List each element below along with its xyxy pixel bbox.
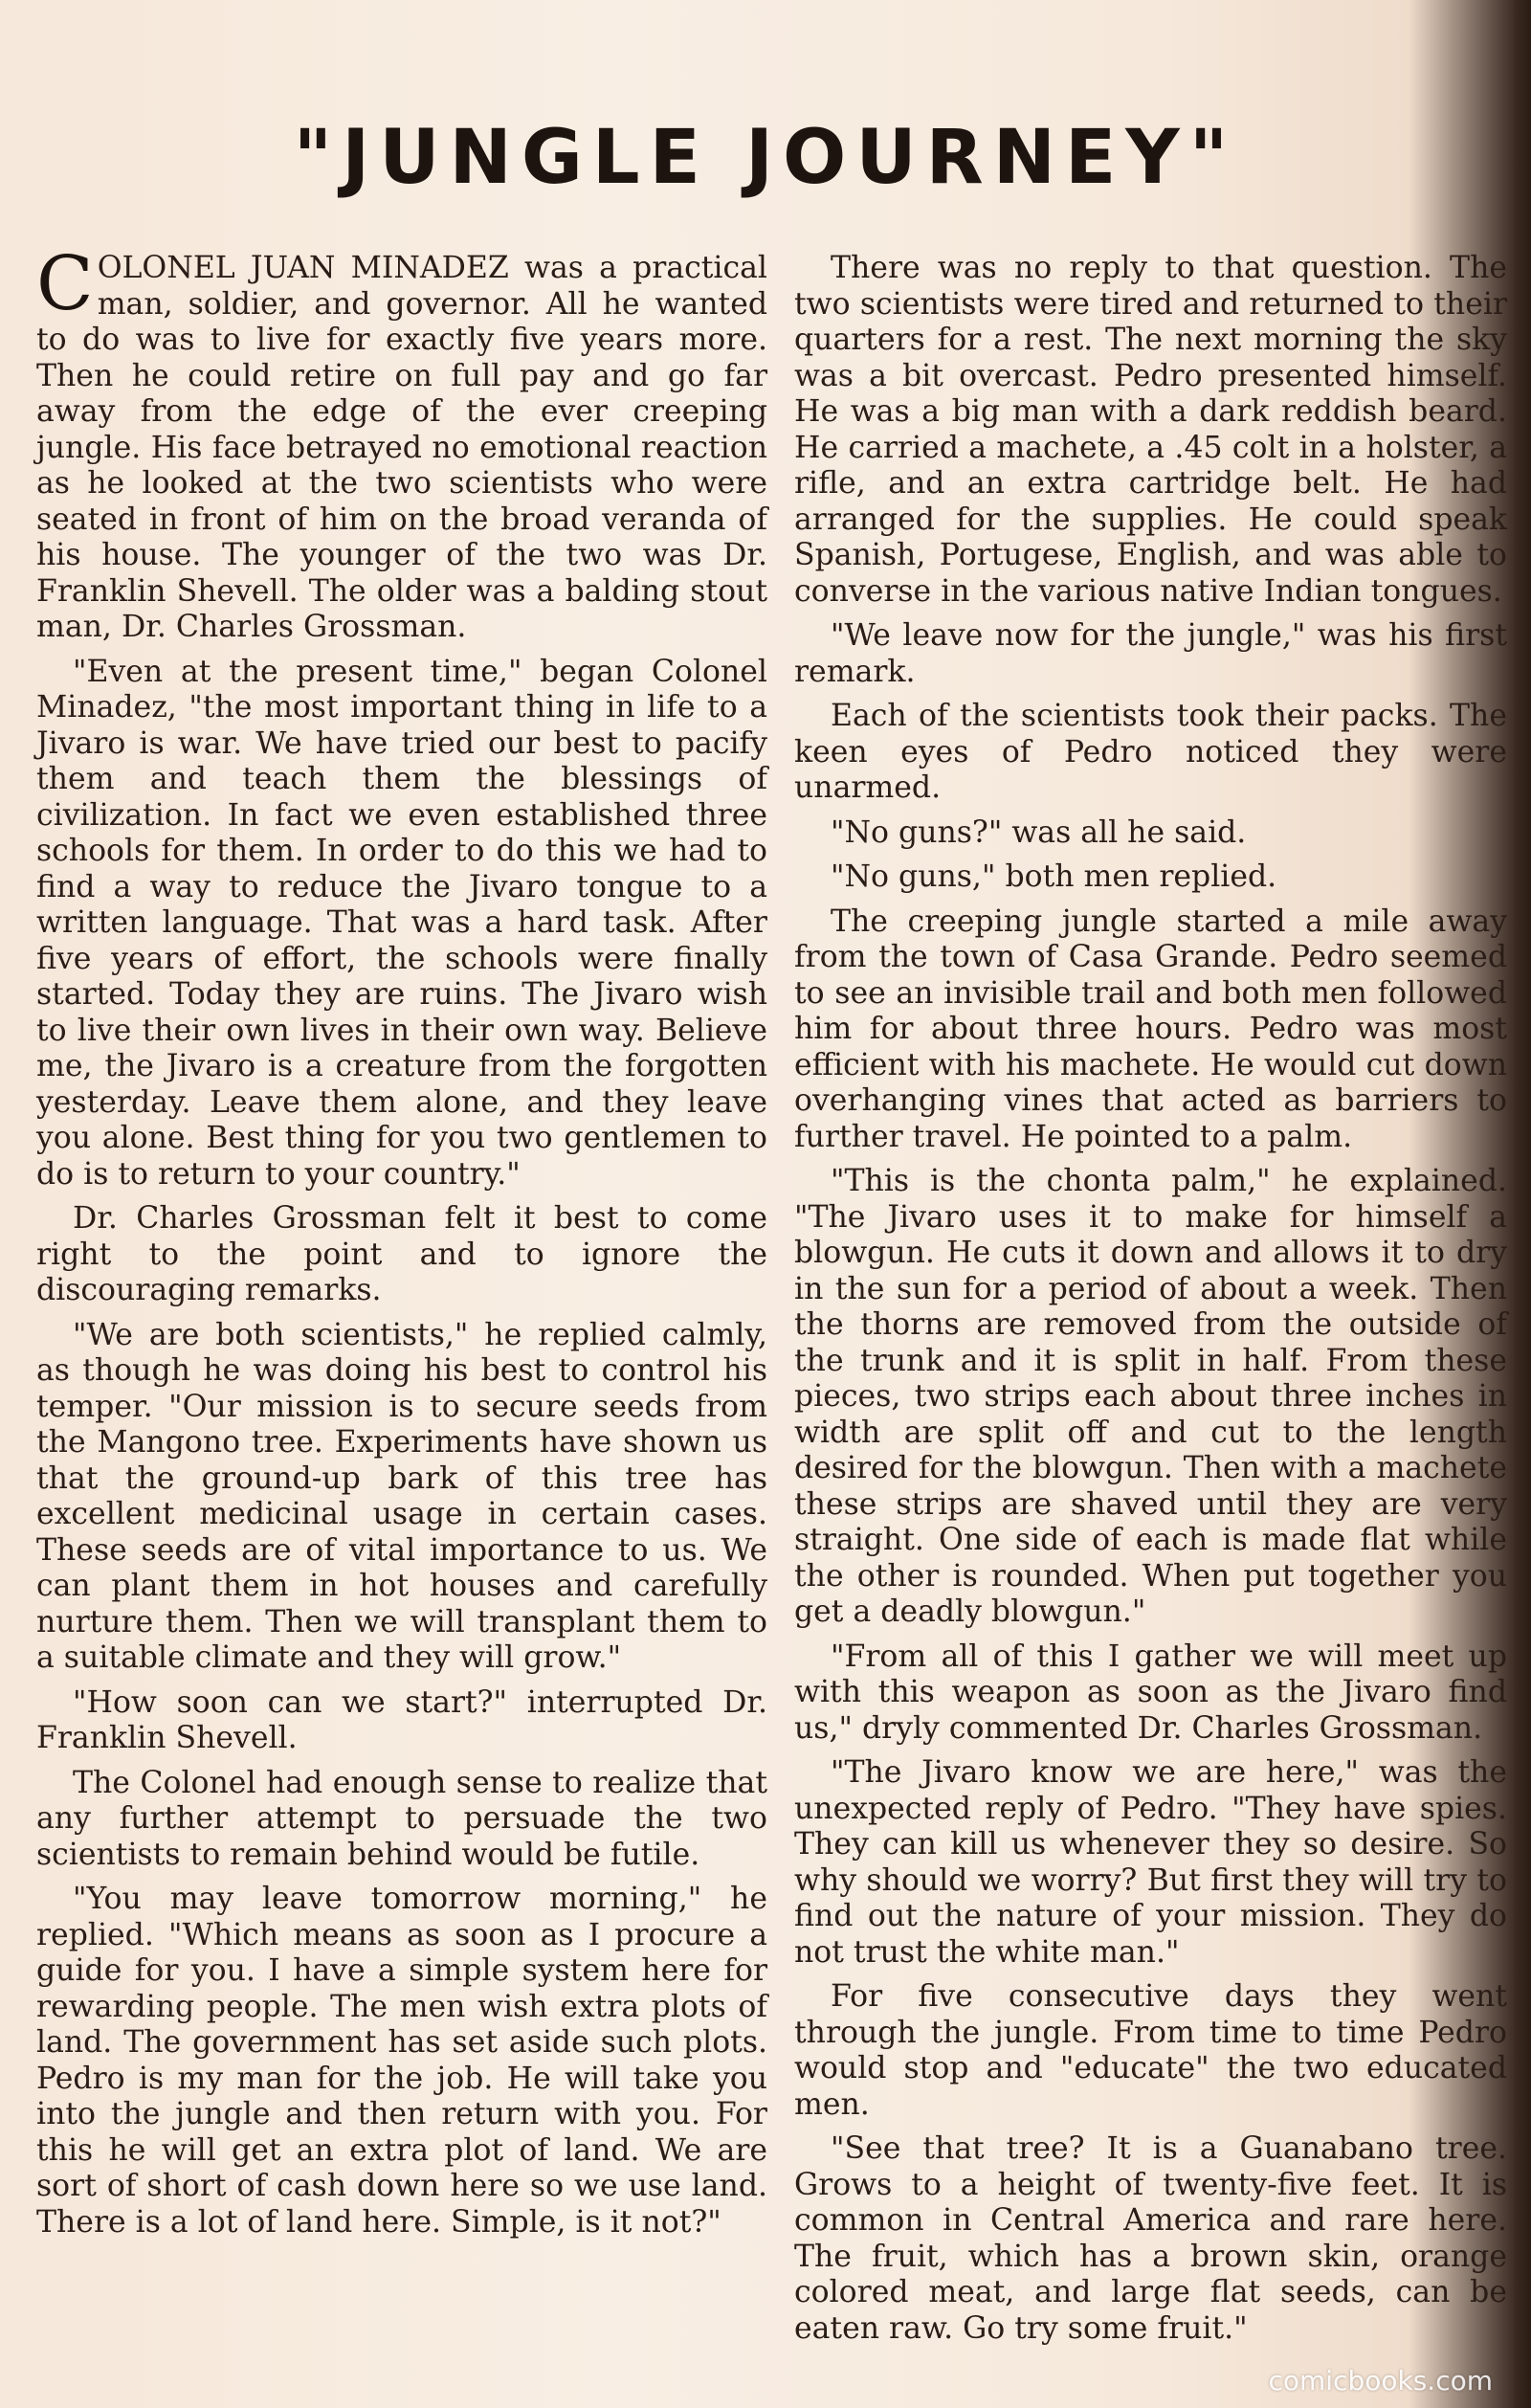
right-paragraph: For five consecutive days they went through the jungle. From time to time Pedro would stop and "educate" the two educated men. <box>794 1979 1507 2122</box>
right-paragraph: "This is the chonta palm," he explained. "The Jivaro uses it to make for himself a blowgun. He cuts it down and allows it to dry in the sun for a period of about a week. Then the thorns are removed from the outside of the trunk and it is split in half. From these pieces, two strips each about three inches in width are split off and cut to the length desired for the blowgun. Then with a machete these strips are shaved until they are very straight. One side of each is made flat while the other is rounded. When put together you get a deadly blowgun." <box>794 1164 1507 1629</box>
right-paragraph: "No guns?" was all he said. <box>831 814 1247 850</box>
right-paragraph: "See that tree? It is a Guanabano tree. Grows to a height of twenty-five feet. It is common in Central America and rare here. The fruit, which has a brown skin, orange colored meat, and large flat seeds, can be eaten raw. Go try some fruit." <box>794 2131 1507 2346</box>
right-paragraph: There was no reply to that question. The two scientists were tired and returned to their quarters for a rest. The next morning the sky was a bit overcast. Pedro presented himself. He was a big man with a dark reddish beard. He carried a machete, a .45 colt in a holster, a rifle, and an extra cartridge belt. He had arranged for the supplies. He could speak Spanish, Portugese, English, and was able to converse in the various native Indian tongues. <box>794 251 1507 609</box>
right-paragraph: Each of the scientists took their packs. The keen eyes of Pedro noticed they were unarmed. <box>794 699 1507 805</box>
right-paragraph: The creeping jungle started a mile away from the town of Casa Grande. Pedro seemed to see an invisible trail and both men followed him for about three hours. Pedro was most efficient with his machete. He would cut down overhanging vines that acted as barriers to further travel. He pointed to a palm. <box>794 903 1507 1154</box>
drop-cap: C <box>36 241 94 327</box>
right-paragraph: "From all of this I gather we will meet up with this weapon as soon as the Jivaro find us," dryly commented Dr. Charles Grossman. <box>794 1639 1507 1746</box>
right-paragraph: "No guns," both men replied. <box>831 859 1277 894</box>
story-title: "JUNGLE JOURNEY" <box>293 115 1238 201</box>
site-watermark: comicbooks.com <box>1268 2365 1493 2397</box>
left-paragraph: "You may leave tomorrow morning," he replied. "Which means as soon as I procure a guide for you. I have a simple system here for rewarding people. The men wish extra plots of land. The government has set aside such plots. Pedro is my man for the job. He will take you into the jungle and then return with you. For this he will get an extra plot of land. We are sort of short of cash down here so we use land. There is a lot of land here. Simple, is it not?" <box>36 1882 767 2240</box>
left-paragraph: The Colonel had enough sense to realize that any further attempt to persuade the two scientists to remain behind would be futile. <box>36 1765 767 1872</box>
opening-paragraph-text: OLONEL JUAN MINADEZ was a practical man, soldier, and governor. All he wanted to do was to live for exactly five years more. Then he could retire on full pay and go far away from the edge of the ever creeping jungle. His face betrayed no emotional reaction as he looked at the two scientists who were seated in front of him on the broad veranda of his house. The younger of the two was Dr. Franklin Shevell. The older was a balding stout man, Dr. Charles Grossman. <box>36 251 767 644</box>
left-paragraph: "We are both scientists," he replied calmly, as though he was doing his best to control his temper. "Our mission is to secure seeds from the Mangono tree. Experiments have shown us that the ground-up bark of this tree has excellent medicinal usage in certain cases. These seeds are of vital importance to us. We can plant them in hot houses and carefully nurture them. Then we will transplant them to a suitable climate and they will grow." <box>36 1317 767 1675</box>
right-paragraph: "We leave now for the jungle," was his first remark. <box>794 618 1507 689</box>
right-column <box>794 251 1507 2355</box>
left-paragraph: "Even at the present time," began Colonel Minadez, "the most important thing in life to a Jivaro is war. We have tried our best to pacify them and teach them the blessings of civilization. In fact we even established three schools for them. In order to do this we had to find a way to reduce the Jivaro tongue to a written language. That was a hard task. After five years of effort, the schools were finally started. Today they are ruins. The Jivaro wish to live their own lives in their own way. Believe me, the Jivaro is a creature from the forgotten yesterday. Leave them alone, and they leave you alone. Best thing for you two gentlemen to do is to return to your country." <box>36 654 767 1192</box>
left-paragraph: Dr. Charles Grossman felt it best to come right to the point and to ignore the discouraging remarks. <box>36 1201 767 1307</box>
right-paragraph: "The Jivaro know we are here," was the unexpected reply of Pedro. "They have spies. They can kill us whenever they so desire. So why should we worry? But first they will try to find out the nature of your mission. They do not trust the white man." <box>794 1755 1507 1970</box>
left-column <box>36 241 767 2249</box>
left-paragraph: "How soon can we start?" interrupted Dr. Franklin Shevell. <box>36 1684 767 1755</box>
opening-paragraph <box>36 241 767 646</box>
page-edge-shadow <box>1514 0 1531 2408</box>
